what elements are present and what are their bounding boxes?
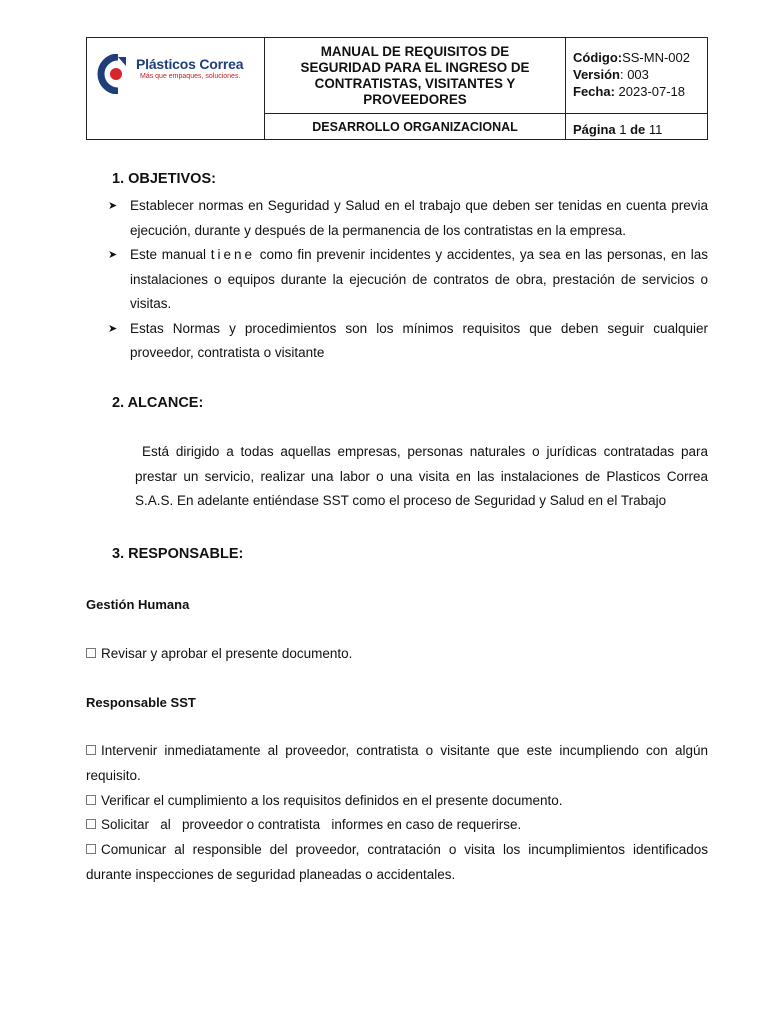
title-line: PROVEEDORES bbox=[363, 91, 467, 107]
gestion-humana-title: Gestión Humana bbox=[86, 597, 190, 612]
arrow-bullet-icon: ➤ bbox=[108, 200, 118, 212]
checkbox-icon bbox=[86, 844, 96, 854]
list-item bbox=[108, 317, 708, 366]
checkbox-icon bbox=[86, 648, 96, 658]
pagina-de: de bbox=[630, 122, 646, 137]
responsibility-text: Solicitar al proveedor o contratista informes en caso de requerirse. bbox=[101, 817, 522, 832]
plasticos-correa-logo-icon bbox=[96, 54, 132, 94]
responsable-sst-title: Responsable SST bbox=[86, 695, 196, 710]
title-line: MANUAL DE REQUISITOS DE bbox=[320, 43, 510, 59]
objetivo-text: Establecer normas en Seguridad y Salud en el trabajo que deben ser tenidas en cuenta previa ejecución, durante y después de la permanencia de los contratistas en la empresa. bbox=[130, 198, 708, 238]
responsibility-text: Comunicar al responsible del proveedor, contratación o visita los incumplimientos identificados durante inspecciones de seguridad planeadas o accidentales. bbox=[86, 842, 708, 882]
list-item bbox=[86, 813, 708, 838]
fecha-value: 2023-07-18 bbox=[614, 84, 686, 99]
objetivos-heading: 1. OBJETIVOS: bbox=[112, 171, 216, 187]
codigo-value: SS-MN-002 bbox=[622, 50, 691, 65]
objetivo-text-end: como fin prevenir incidentes y accidentes, ya sea en las personas, en las instalaciones o equipos durante la ejecución de contratos de obra, prestación de servicios o visitas. bbox=[130, 247, 708, 311]
objetivo-text-spaced: tiene bbox=[210, 247, 255, 262]
responsibility-text: Intervenir inmediatamente al proveedor, contratista o visitante que este incumpliendo con algún requisito. bbox=[86, 743, 708, 783]
document-meta bbox=[573, 49, 690, 100]
brand-tagline: Más que empaques, soluciones. bbox=[140, 73, 241, 80]
company-logo bbox=[87, 38, 264, 139]
document-header-table bbox=[86, 37, 708, 140]
list-item bbox=[86, 642, 708, 667]
list-item bbox=[86, 739, 708, 788]
objetivo-text: Estas Normas y procedimientos son los mínimos requisitos que deben seguir cualquier proveedor, contratista o visitante bbox=[130, 320, 708, 360]
pagina-current: 1 bbox=[615, 122, 631, 137]
arrow-bullet-icon: ➤ bbox=[108, 322, 118, 335]
title-line: SEGURIDAD PARA EL INGRESO DE bbox=[300, 59, 530, 75]
pagina-total: 11 bbox=[645, 122, 663, 137]
version-value: : 003 bbox=[619, 67, 649, 82]
objetivos-list bbox=[108, 194, 708, 366]
list-item bbox=[86, 789, 708, 814]
alcance-paragraph: Está dirigido a todas aquellas empresas, personas naturales o jurídicas contratadas para prestar un servicio, realizar una labor o una visita en las instalaciones de Plasticos Correa S.A.S. En adelante entiéndase SST como el proceso de Seguridad y Salud en el Trabajo bbox=[135, 444, 708, 508]
department-name: DESARROLLO ORGANIZACIONAL bbox=[312, 119, 518, 134]
checkbox-icon bbox=[86, 745, 96, 755]
page-number bbox=[573, 122, 662, 137]
responsibility-text: Verificar el cumplimiento a los requisitos definidos en el presente documento. bbox=[101, 793, 563, 808]
alcance-heading: 2. ALCANCE: bbox=[112, 395, 204, 411]
list-item bbox=[108, 243, 708, 317]
codigo-label: Código: bbox=[573, 50, 623, 65]
list-item bbox=[86, 838, 708, 887]
fecha-label: Fecha: bbox=[573, 84, 615, 99]
pagina-label: Página bbox=[573, 122, 616, 137]
list-item bbox=[108, 194, 708, 243]
responsable-heading: 3. RESPONSABLE: bbox=[112, 546, 244, 562]
arrow-bullet-icon: ➤ bbox=[108, 249, 118, 261]
checkbox-icon bbox=[86, 795, 96, 805]
document-title bbox=[265, 38, 565, 113]
version-label: Versión bbox=[573, 67, 620, 82]
title-line: CONTRATISTAS, VISITANTES Y bbox=[314, 75, 516, 91]
brand-name: Plásticos Correa bbox=[136, 56, 244, 72]
objetivo-text-start: Este manual bbox=[130, 247, 211, 262]
responsibility-text: Revisar y aprobar el presente documento. bbox=[101, 646, 353, 661]
checkbox-icon bbox=[86, 819, 96, 829]
